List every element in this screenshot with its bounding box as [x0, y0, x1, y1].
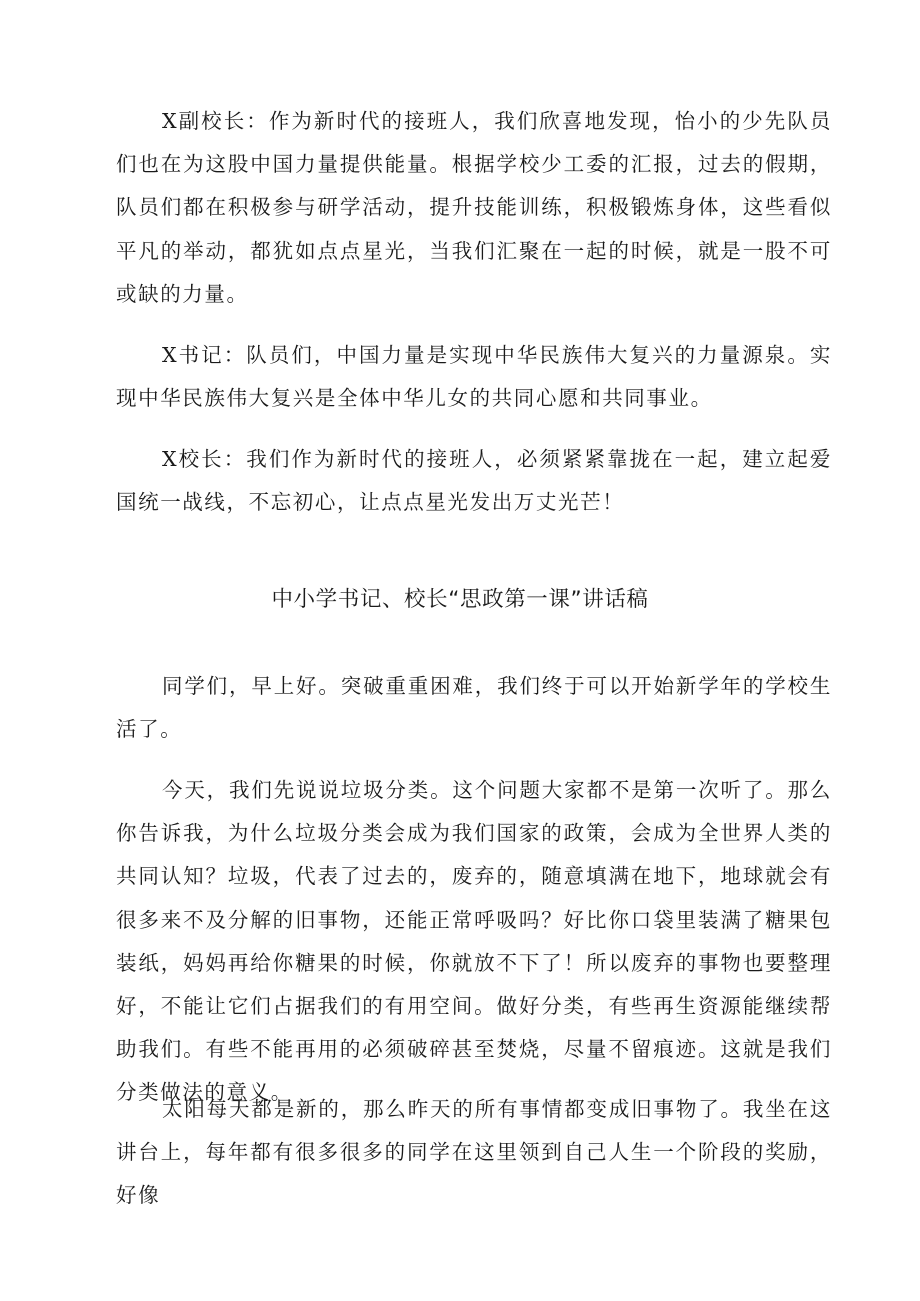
paragraph-new-day: 太阳每天都是新的，那么昨天的所有事情都变成旧事物了。我坐在这讲台上，每年都有很多很多的同学在这里领到自己人生一个阶段的奖励，好像 — [116, 1097, 832, 1208]
paragraph-secretary: X书记：队员们，中国力量是实现中华民族伟大复兴的力量源泉。实现中华民族伟大复兴是全体中华儿女的共同心愿和共同事业。 — [116, 343, 832, 411]
paragraph-vice-principal: X副校长：作为新时代的接班人，我们欣喜地发现，怡小的少先队员们也在为这股中国力量提供能量。根据学校少工委的汇报，过去的假期，队员们都在积极参与研学活动，提升技能训练，积极锻炼身体，这些看似平凡的举动，都犹如点点星光，当我们汇聚在一起的时候，就是一股不可或缺的力量。 — [116, 109, 832, 306]
paragraph-principal: X校长：我们作为新时代的接班人，必须紧紧靠拢在一起，建立起爱国统一战线，不忘初心，让点点星光发出万丈光芒！ — [116, 447, 832, 515]
paragraph-greeting: 同学们，早上好。突破重重困难，我们终于可以开始新学年的学校生活了。 — [116, 674, 832, 742]
speech-title: 中小学书记、校长“思政第一课”讲话稿 — [271, 587, 649, 612]
paragraph-garbage-sorting: 今天，我们先说说垃圾分类。这个问题大家都不是第一次听了。那么你告诉我，为什么垃圾分类会成为我们国家的政策，会成为全世界人类的共同认知？垃圾，代表了过去的，废弃的，随意填满在地下，地球就会有很多来不及分解的旧事物，还能正常呼吸吗？好比你口袋里装满了糖果包装纸，妈妈再给你糖果的时候，你就放不下了！所以废弃的事物也要整理好，不能让它们占据我们的有用空间。做好分类，有些再生资源能继续帮助我们。有些不能再用的必须破碎甚至焚烧，尽量不留痕迹。这就是我们分类做法的意义。 — [116, 778, 832, 1105]
